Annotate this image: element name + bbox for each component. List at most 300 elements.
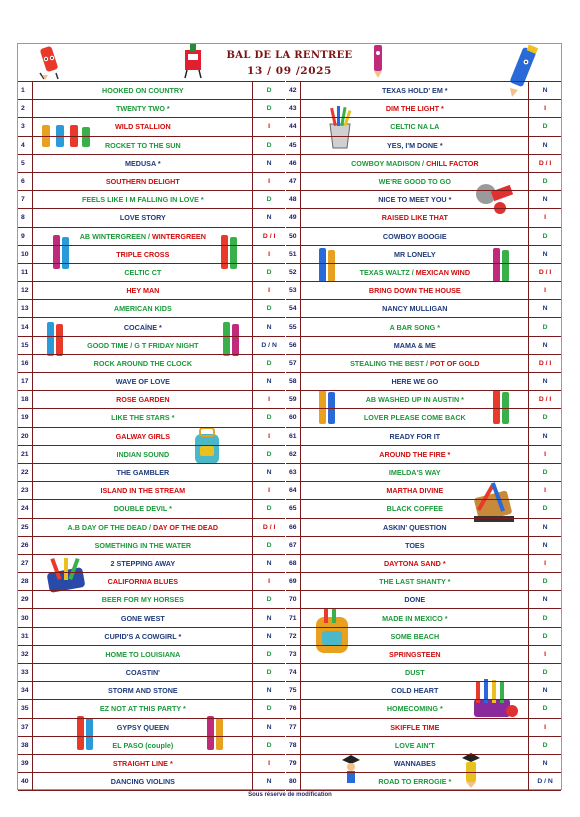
dance-number: 2: [18, 100, 33, 118]
dance-title-part: ROCK AROUND THE CLOCK: [93, 358, 193, 368]
dance-title-part: CELTIC NA LA: [390, 122, 440, 132]
dance-title-part: READY FOR IT: [389, 431, 441, 441]
dance-row: [286, 245, 561, 263]
dance-title-part: LOVER PLEASE COME BACK: [363, 413, 466, 423]
dance-number: 59: [286, 391, 301, 409]
dance-number: 5: [18, 154, 33, 172]
dance-number: 30: [18, 609, 33, 627]
dance-title-part: DAY OF THE DEAD: [153, 522, 219, 532]
dance-title-part: COASTIN': [125, 668, 160, 678]
dance-number: 29: [18, 591, 33, 609]
dance-title-part: SOME BEACH: [390, 631, 440, 641]
dance-title-part: MEDUSA *: [124, 158, 161, 168]
dance-title-part: STORM AND STONE: [107, 686, 178, 696]
dance-level: D: [253, 82, 285, 100]
dance-level: N: [529, 536, 561, 554]
dance-number: 37: [18, 718, 33, 736]
dance-title-part: LIKE THE STARS *: [111, 413, 175, 423]
dance-title: [301, 482, 529, 500]
dance-number: 71: [286, 609, 301, 627]
dance-level: D: [253, 409, 285, 427]
dance-title: [301, 554, 529, 572]
dance-number: 73: [286, 645, 301, 663]
dance-number: 27: [18, 554, 33, 572]
dance-title-part: NICE TO MEET YOU *: [378, 195, 452, 205]
dance-level: N: [529, 591, 561, 609]
dance-title-part: WANNABES: [393, 759, 436, 769]
dance-title: [301, 518, 529, 536]
dance-title-part: EZ NOT AT THIS PARTY *: [99, 704, 186, 714]
dance-row: [286, 354, 561, 372]
dance-title-part: SOUTHERN DELIGHT: [105, 177, 180, 187]
dance-level: N: [529, 427, 561, 445]
dance-number: 23: [18, 482, 33, 500]
footer-note: Sous réserve de modification: [248, 792, 332, 798]
dance-level: N: [253, 609, 285, 627]
dance-row: [286, 536, 561, 554]
dance-title-part: MR LONELY: [393, 249, 436, 259]
dance-row: [286, 609, 561, 627]
dance-level: D: [529, 500, 561, 518]
dance-row: [286, 100, 561, 118]
dance-number: 34: [18, 682, 33, 700]
dance-number: 58: [286, 373, 301, 391]
dance-level: N: [253, 773, 285, 791]
dance-title-part: COLD HEART: [391, 686, 439, 696]
dance-number: 31: [18, 627, 33, 645]
dance-number: 78: [286, 736, 301, 754]
dance-row: [286, 154, 561, 172]
dance-level: I: [529, 718, 561, 736]
dance-row: [18, 282, 285, 300]
dance-title: [33, 391, 253, 409]
dance-level: N: [253, 463, 285, 481]
dance-title: [301, 718, 529, 736]
dance-title: [33, 336, 253, 354]
dance-level: D: [529, 118, 561, 136]
dance-row: [286, 427, 561, 445]
dance-title: [33, 591, 253, 609]
dance-level: D / I: [529, 354, 561, 372]
dance-title: [301, 591, 529, 609]
dance-number: 19: [18, 409, 33, 427]
dance-number: 51: [286, 245, 301, 263]
dance-title: [301, 263, 529, 281]
dance-title-part: A BAR SONG *: [389, 322, 441, 332]
dance-number: 69: [286, 573, 301, 591]
dance-title-part: NANCY MULLIGAN: [382, 304, 448, 314]
dance-title-part: HOME TO LOUISIANA: [105, 649, 181, 659]
dance-row: [286, 645, 561, 663]
dance-title-part: COWBOY MADISON /: [351, 158, 427, 168]
dance-row: [18, 645, 285, 663]
dance-number: 22: [18, 463, 33, 481]
dance-title-part: STRAIGHT LINE *: [112, 759, 173, 769]
dance-title: [301, 754, 529, 772]
dance-level: D: [529, 700, 561, 718]
dance-level: N: [529, 245, 561, 263]
dance-number: 3: [18, 118, 33, 136]
dance-title: [301, 736, 529, 754]
dance-title-part: DONE: [404, 595, 426, 605]
dance-number: 40: [18, 773, 33, 791]
dance-title: [33, 554, 253, 572]
pencil-mascot-icon: [34, 45, 66, 81]
dance-number: 45: [286, 136, 301, 154]
dance-title: [301, 245, 529, 263]
dance-title-part: HOOKED ON COUNTRY: [102, 86, 184, 96]
dance-title-part: SKIFFLE TIME: [390, 722, 440, 732]
dance-level: D: [529, 318, 561, 336]
dance-row: [286, 227, 561, 245]
dance-level: D: [529, 227, 561, 245]
dance-title-part: COWBOY BOOGIE: [382, 231, 447, 241]
dance-row: [286, 518, 561, 536]
dance-title: [301, 136, 529, 154]
dance-title: [301, 118, 529, 136]
dance-row: [286, 736, 561, 754]
dance-title-part: EL PASO (couple): [112, 740, 174, 750]
dance-row: [286, 409, 561, 427]
dance-title-part: HOMECOMING *: [386, 704, 443, 714]
dance-row: [18, 245, 285, 263]
dance-row: [18, 191, 285, 209]
dance-title: [33, 227, 253, 245]
dance-row: [286, 700, 561, 718]
dance-level: D: [529, 463, 561, 481]
dance-row: [286, 591, 561, 609]
dance-number: 35: [18, 700, 33, 718]
dance-title: [33, 100, 253, 118]
dance-level: D / I: [529, 263, 561, 281]
dance-title: [33, 645, 253, 663]
dance-title-part: GYPSY QUEEN: [116, 722, 169, 732]
dance-number: 72: [286, 627, 301, 645]
dance-number: 46: [286, 154, 301, 172]
dance-row: [286, 118, 561, 136]
dance-title: [33, 700, 253, 718]
dance-row: [18, 409, 285, 427]
dance-level: I: [529, 282, 561, 300]
dance-title: [33, 373, 253, 391]
dance-row: [286, 682, 561, 700]
dance-level: N: [253, 554, 285, 572]
dance-level: I: [253, 172, 285, 190]
dance-number: 13: [18, 300, 33, 318]
dance-level: I: [253, 391, 285, 409]
dance-row: [18, 754, 285, 772]
dance-title-part: AB WINTERGREEN /: [79, 231, 153, 241]
dance-level: D: [253, 354, 285, 372]
dance-level: D: [253, 263, 285, 281]
dance-title-part: ISLAND IN THE STREAM: [100, 486, 186, 496]
dance-title-part: COCAÏNE *: [123, 322, 162, 332]
dance-number: 14: [18, 318, 33, 336]
dance-title: [33, 263, 253, 281]
dance-title-part: TWENTY TWO *: [115, 104, 170, 114]
dance-level: D: [253, 445, 285, 463]
dance-row: [18, 463, 285, 481]
dance-number: 56: [286, 336, 301, 354]
dance-title: [33, 627, 253, 645]
dance-title-part: YES, I'M DONE *: [386, 140, 443, 150]
dance-title: [301, 409, 529, 427]
dance-title: [301, 172, 529, 190]
dance-title: [33, 172, 253, 190]
dance-level: N: [529, 300, 561, 318]
dance-level: D / I: [253, 227, 285, 245]
dance-title: [301, 191, 529, 209]
dance-level: I: [253, 427, 285, 445]
dance-number: 62: [286, 445, 301, 463]
dance-title: [33, 136, 253, 154]
dance-title: [301, 609, 529, 627]
dance-level: D: [529, 573, 561, 591]
dance-row: [286, 754, 561, 772]
dance-number: 8: [18, 209, 33, 227]
dance-row: [286, 391, 561, 409]
dance-title-part: POT OF GOLD: [429, 358, 480, 368]
dance-row: [18, 609, 285, 627]
dance-title-part: CHILL FACTOR: [426, 158, 479, 168]
dance-number: 44: [286, 118, 301, 136]
dance-row: [18, 482, 285, 500]
dance-title: [33, 354, 253, 372]
dance-title-part: HEY MAN: [126, 286, 160, 296]
dance-level: D: [529, 627, 561, 645]
dance-title-part: DOUBLE DEVIL *: [113, 504, 172, 514]
dance-row: [18, 136, 285, 154]
dance-number: 76: [286, 700, 301, 718]
dance-row: [286, 136, 561, 154]
dance-title-part: WAVE OF LOVE: [115, 377, 170, 387]
dance-title: [301, 500, 529, 518]
dance-row: [286, 263, 561, 281]
dance-level: D / N: [529, 773, 561, 791]
dance-number: 10: [18, 245, 33, 263]
dance-title: [33, 664, 253, 682]
dance-title: [33, 573, 253, 591]
dance-title: [301, 82, 529, 100]
dance-number: 33: [18, 664, 33, 682]
dance-number: 67: [286, 536, 301, 554]
dance-list-left: [18, 81, 285, 791]
dance-level: I: [253, 573, 285, 591]
dance-level: D / N: [253, 336, 285, 354]
dance-title: [33, 300, 253, 318]
dance-number: 47: [286, 172, 301, 190]
dance-title: [301, 536, 529, 554]
dance-row: [18, 263, 285, 281]
dance-title: [301, 354, 529, 372]
dance-row: [18, 591, 285, 609]
dance-level: I: [253, 282, 285, 300]
dance-row: [286, 82, 561, 100]
dance-number: 39: [18, 754, 33, 772]
dance-row: [286, 172, 561, 190]
dance-title-part: GALWAY GIRLS: [115, 431, 170, 441]
dance-row: [286, 718, 561, 736]
dance-level: N: [253, 718, 285, 736]
dance-title: [301, 373, 529, 391]
dance-number: 6: [18, 172, 33, 190]
dance-number: 28: [18, 573, 33, 591]
dance-level: D: [529, 409, 561, 427]
dance-title-part: A.B DAY OF THE DEAD /: [67, 522, 154, 532]
dance-title: [33, 482, 253, 500]
dance-number: 74: [286, 664, 301, 682]
dance-title-part: ROSE GARDEN: [116, 395, 170, 405]
dance-title-part: ROAD TO ERROGIE *: [378, 777, 452, 787]
dance-title: [301, 391, 529, 409]
dance-row: [18, 773, 285, 791]
dance-title-part: BEER FOR MY HORSES: [101, 595, 184, 605]
dance-title-part: CUPID'S A COWGIRL *: [104, 631, 182, 641]
dance-level: D: [253, 536, 285, 554]
dance-row: [18, 82, 285, 100]
dance-title: [33, 463, 253, 481]
dance-number: 54: [286, 300, 301, 318]
dance-title: [301, 664, 529, 682]
dance-row: [286, 627, 561, 645]
dance-row: [18, 682, 285, 700]
dance-title: [301, 336, 529, 354]
dance-title-part: STEALING THE BEST /: [350, 358, 430, 368]
dance-number: 18: [18, 391, 33, 409]
dance-row: [18, 573, 285, 591]
dance-level: N: [529, 82, 561, 100]
dance-level: D: [253, 664, 285, 682]
dance-level: I: [253, 754, 285, 772]
dance-title-part: DAYTONA SAND *: [383, 558, 446, 568]
dance-level: D: [529, 609, 561, 627]
dance-title-part: THE LAST SHANTY *: [379, 577, 451, 587]
pencil-character-icon: [370, 43, 386, 79]
dance-row: [18, 700, 285, 718]
dance-level: I: [529, 554, 561, 572]
dance-title-part: RAISED LIKE THAT: [381, 213, 448, 223]
dance-title: [301, 627, 529, 645]
dance-title: [33, 754, 253, 772]
dance-row: [18, 445, 285, 463]
dance-title-part: BRING DOWN THE HOUSE: [368, 286, 461, 296]
dance-level: N: [253, 209, 285, 227]
dance-number: 43: [286, 100, 301, 118]
dance-title: [33, 500, 253, 518]
dance-number: 4: [18, 136, 33, 154]
dance-level: D: [529, 664, 561, 682]
dance-title-part: AB WASHED UP IN AUSTIN *: [365, 395, 464, 405]
dance-row: [18, 318, 285, 336]
dance-title: [33, 118, 253, 136]
dance-title: [33, 609, 253, 627]
dance-number: 75: [286, 682, 301, 700]
dance-title: [301, 645, 529, 663]
dance-number: 38: [18, 736, 33, 754]
dance-title: [301, 682, 529, 700]
dance-level: D: [253, 300, 285, 318]
dance-title-part: TRIPLE CROSS: [116, 249, 170, 259]
dance-level: N: [529, 336, 561, 354]
dance-row: [18, 391, 285, 409]
dance-title: [301, 318, 529, 336]
dance-row: [286, 282, 561, 300]
dance-level: N: [529, 682, 561, 700]
dance-number: 16: [18, 354, 33, 372]
dance-level: D: [253, 136, 285, 154]
dance-row: [286, 318, 561, 336]
notebook-mascot-icon: [178, 44, 208, 80]
dance-level: N: [529, 754, 561, 772]
dance-row: [18, 664, 285, 682]
dance-title-part: MAMA & ME: [393, 340, 436, 350]
dance-number: 61: [286, 427, 301, 445]
dance-title: [301, 463, 529, 481]
dance-row: [18, 736, 285, 754]
dance-number: 66: [286, 518, 301, 536]
dance-level: I: [529, 209, 561, 227]
dance-title-part: GOOD TIME / G T FRIDAY NIGHT: [87, 340, 199, 350]
dance-level: I: [253, 118, 285, 136]
dance-level: N: [529, 136, 561, 154]
dance-row: [18, 354, 285, 372]
dance-row: [286, 500, 561, 518]
dance-title: [301, 773, 529, 791]
dance-title-part: AMERICAN KIDS: [113, 304, 172, 314]
dance-title-part: IMELDA'S WAY: [388, 468, 441, 478]
dance-number: 25: [18, 518, 33, 536]
dance-row: [286, 209, 561, 227]
dance-number: 12: [18, 282, 33, 300]
dance-title: [33, 518, 253, 536]
dance-level: D: [253, 700, 285, 718]
dance-level: I: [253, 482, 285, 500]
dance-level: D: [253, 100, 285, 118]
dance-title-part: CALIFORNIA BLUES: [107, 577, 179, 587]
dance-title-part: WILD STALLION: [114, 122, 171, 132]
dance-title-part: INDIAN SOUND: [116, 449, 170, 459]
dance-row: [18, 500, 285, 518]
dance-level: I: [529, 100, 561, 118]
dance-title: [33, 82, 253, 100]
dance-title-part: LOVE AIN'T: [394, 740, 435, 750]
dance-row: [286, 554, 561, 572]
dance-level: N: [253, 318, 285, 336]
dance-title: [33, 718, 253, 736]
dance-title: [33, 445, 253, 463]
dance-title: [301, 227, 529, 245]
dance-title: [301, 100, 529, 118]
dance-title-part: TOES: [405, 540, 425, 550]
dance-title-part: DIM THE LIGHT *: [385, 104, 444, 114]
dance-row: [18, 427, 285, 445]
dance-row: [18, 536, 285, 554]
dance-number: 65: [286, 500, 301, 518]
dance-level: N: [253, 154, 285, 172]
dance-row: [18, 118, 285, 136]
dance-number: 1: [18, 82, 33, 100]
dance-row: [286, 482, 561, 500]
dance-title-part: CELTIC CT: [124, 267, 162, 277]
dance-title-part: WE'RE GOOD TO GO: [378, 177, 451, 187]
dance-level: D: [253, 191, 285, 209]
dance-number: 79: [286, 754, 301, 772]
dance-title-part: MADE IN MEXICO *: [382, 613, 448, 623]
dance-row: [18, 554, 285, 572]
dance-level: N: [253, 682, 285, 700]
dance-level: I: [529, 645, 561, 663]
page-title: BAL DE LA RENTREE: [226, 50, 353, 61]
